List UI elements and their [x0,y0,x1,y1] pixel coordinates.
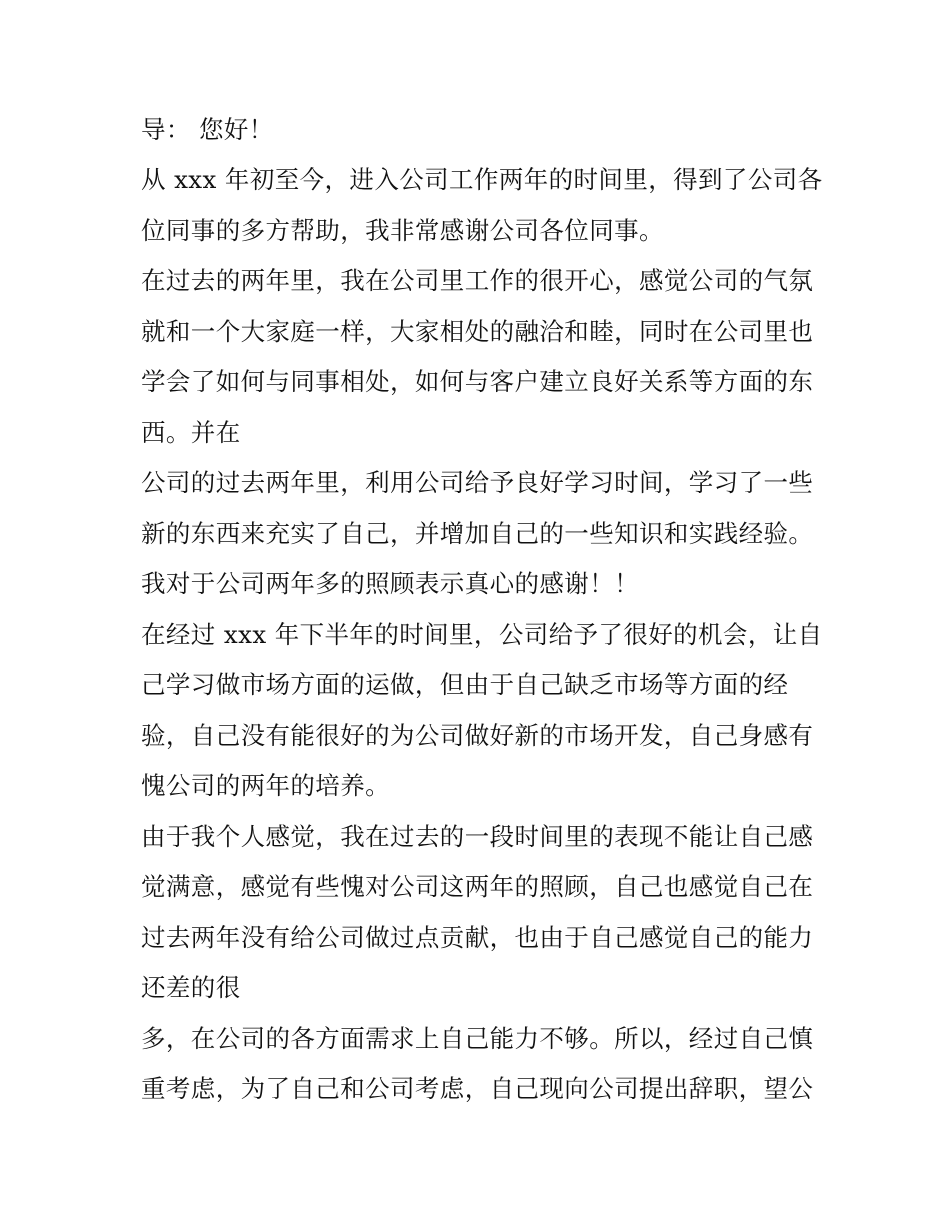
text-line: 新的东西来充实了自己，并增加自己的一些知识和实践经验。 [141,519,814,548]
text-line: 觉满意，感觉有些愧对公司这两年的照顾，自己也感觉自己在 [141,872,814,901]
text-line: 在过去的两年里，我在公司里工作的很开心，感觉公司的气氛 [141,266,814,295]
text-line: 由于我个人感觉，我在过去的一段时间里的表现不能让自己感 [141,822,814,851]
text-line: 位同事的多方帮助，我非常感谢公司各位同事。 [141,216,664,245]
text-line: 过去两年没有给公司做过点贡献，也由于自己感觉自己的能力 [141,923,814,952]
text-line: 公司的过去两年里，利用公司给予良好学习时间，学习了一些 [141,468,814,497]
text-line: 我对于公司两年多的照顾表示真心的感谢！！ [141,569,639,598]
text-line: 验，自己没有能很好的为公司做好新的市场开发，自己身感有 [141,721,814,750]
text-line: 在经过 xxx 年下半年的时间里，公司给予了很好的机会，让自 [141,620,823,649]
text-line: 愧公司的两年的培养。 [141,771,390,800]
text-line: 还差的很 [141,973,241,1002]
text-line: 多，在公司的各方面需求上自己能力不够。所以，经过自己慎 [141,1024,814,1053]
text-line: 西。并在 [141,418,241,447]
text-line: 重考虑，为了自己和公司考虑，自己现向公司提出辞职，望公 [141,1074,814,1103]
text-line: 从 xxx 年初至今，进入公司工作两年的时间里，得到了公司各 [141,165,823,194]
text-line: 就和一个大家庭一样，大家相处的融洽和睦，同时在公司里也 [141,317,814,346]
text-line: 导： 您好！ [141,115,274,144]
text-line: 己学习做市场方面的运做，但由于自己缺乏市场等方面的经 [141,670,789,699]
text-line: 学会了如何与同事相处，如何与客户建立良好关系等方面的东 [141,367,814,396]
